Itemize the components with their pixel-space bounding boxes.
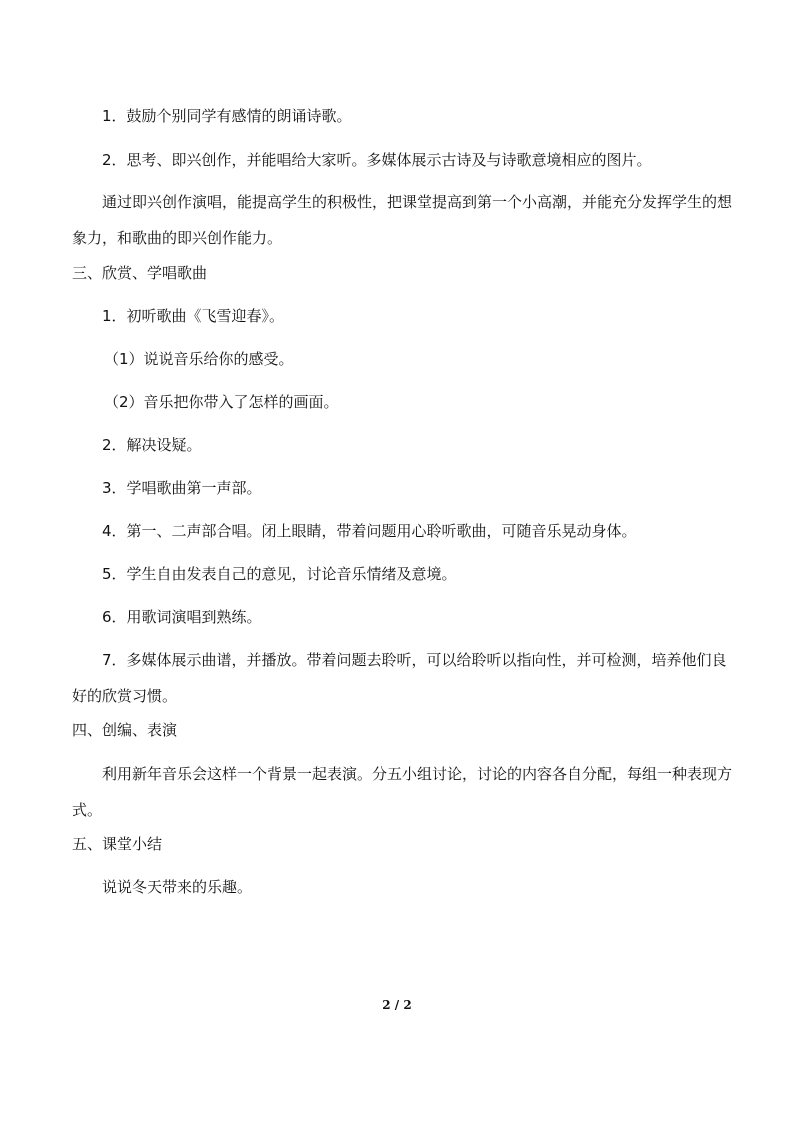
step-1-sub-2: （2）音乐把你带入了怎样的画面。 [104,393,339,411]
paragraph-summary: 通过即兴创作演唱，能提高学生的积极性，把课堂提高到第一个小高潮，并能充分发挥学生的想象力，和歌曲的即兴创作能力。 [72,193,733,247]
paragraph-item-2: 2．思考、即兴创作，并能唱给大家听。多媒体展示古诗及与诗歌意境相应的图片。 [102,151,652,169]
step-7: 7．多媒体展示曲谱，并播放。带着问题去聆听，可以给聆听以指向性，并可检测，培养他们良好的欣赏习惯。 [72,651,727,705]
step-1-sub-1: （1）说说音乐给你的感受。 [104,350,294,368]
step-3: 3．学唱歌曲第一声部。 [102,479,262,497]
page-number: 2 / 2 [382,998,412,1012]
section-heading-3: 三、欣赏、学唱歌曲 [72,264,208,282]
section-heading-4: 四、创编、表演 [72,721,178,739]
section-heading-5: 五、课堂小结 [72,835,163,853]
step-6: 6．用歌词演唱到熟练。 [102,608,262,626]
paragraph-conclusion: 说说冬天带来的乐趣。 [102,878,253,896]
step-2: 2．解决设疑。 [102,436,202,454]
paragraph-performance: 利用新年音乐会这样一个背景一起表演。分五小组讨论，讨论的内容各自分配，每组一种表现方式。 [72,765,733,819]
step-1: 1．初听歌曲《飞雪迎春》。 [102,307,285,325]
step-4: 4．第一、二声部合唱。闭上眼睛，带着问题用心聆听歌曲，可随音乐晃动身体。 [102,522,637,540]
step-5: 5．学生自由发表自己的意见，讨论音乐情绪及意境。 [102,565,457,583]
paragraph-item-1: 1．鼓励个别同学有感情的朗诵诗歌。 [102,107,352,125]
